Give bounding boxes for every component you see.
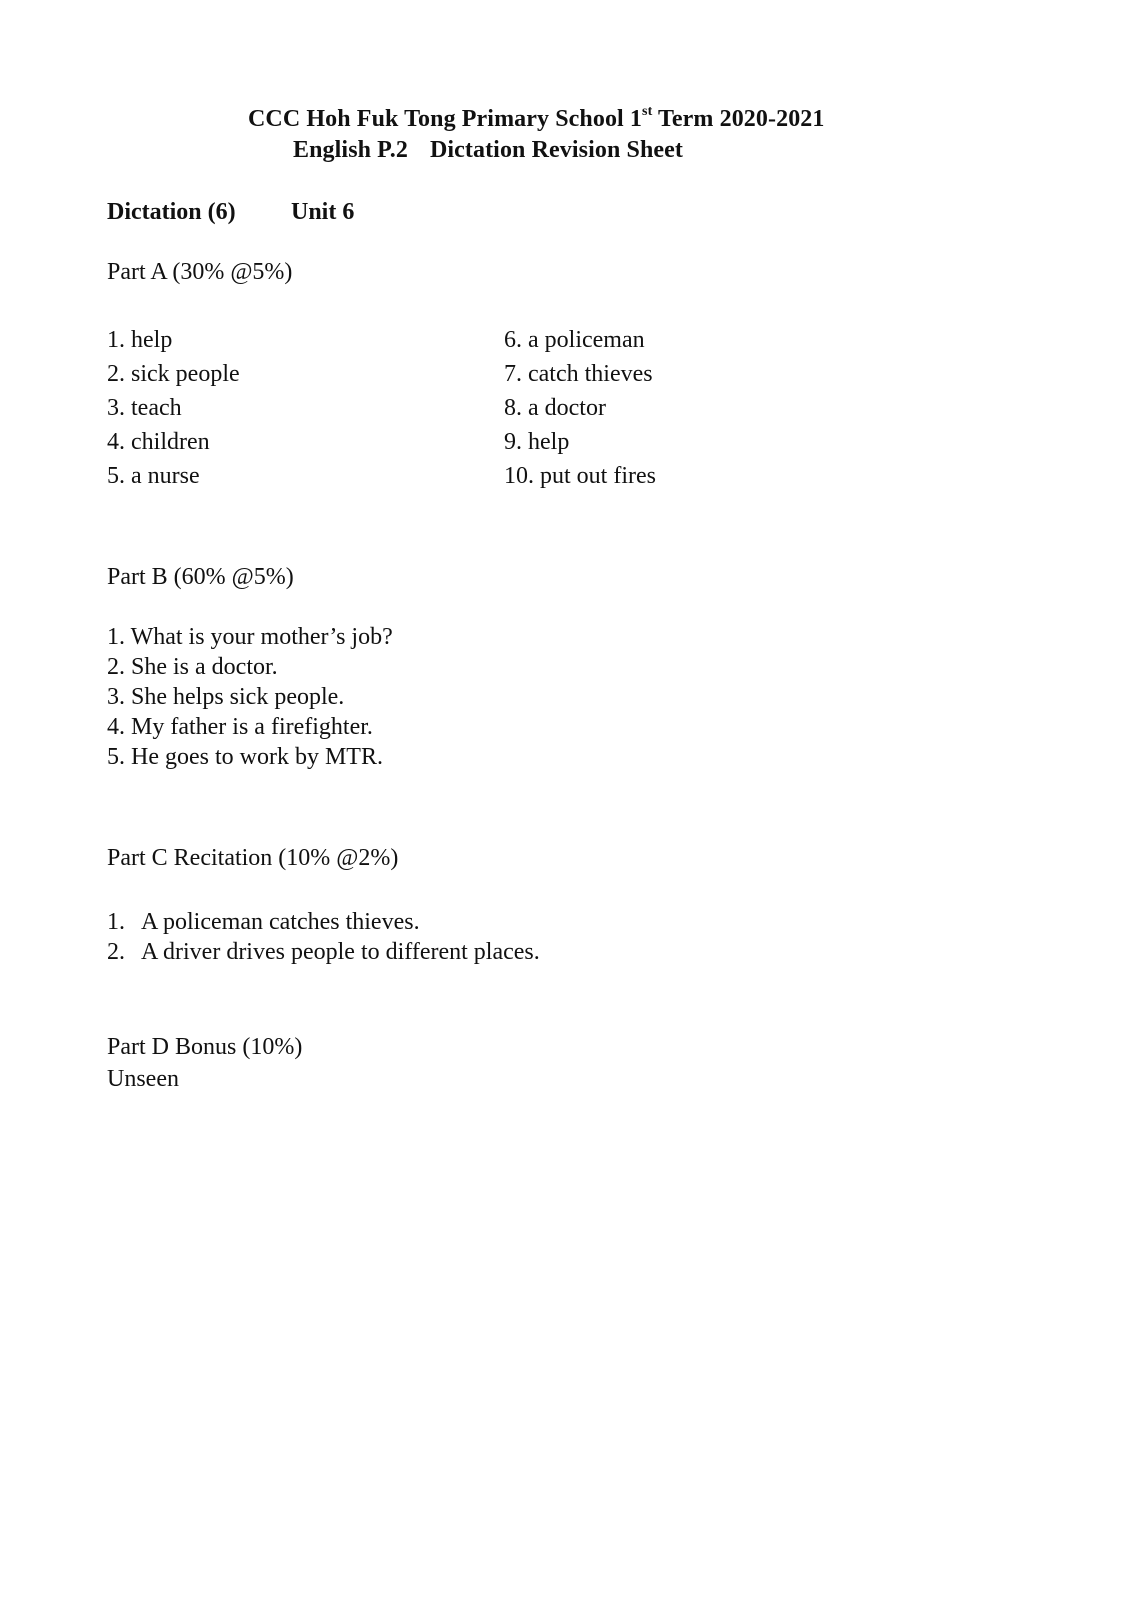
list-item: 4. My father is a firefighter.	[107, 714, 373, 740]
sheet-subtitle	[293, 137, 683, 164]
list-item: 5. He goes to work by MTR.	[107, 744, 383, 770]
list-item: 9. help	[504, 429, 570, 455]
bonus-note: Unseen	[107, 1066, 179, 1092]
unit-label: Unit 6	[291, 199, 355, 225]
school-title	[248, 106, 825, 133]
list-item: 5. a nurse	[107, 463, 200, 489]
list-item: 2. She is a doctor.	[107, 654, 278, 680]
part-a-label: Part A (30% @5%)	[107, 259, 293, 285]
item-text: A driver drives people to different places.	[141, 939, 540, 965]
item-number: 2.	[107, 939, 125, 965]
list-item: 10. put out fires	[504, 463, 656, 489]
school-title-suffix: Term 2020-2021	[652, 106, 825, 132]
sheet-name: Dictation Revision Sheet	[429, 137, 683, 163]
part-d-label: Part D Bonus (10%)	[107, 1034, 303, 1060]
part-b-label: Part B (60% @5%)	[107, 564, 294, 590]
list-item: 7. catch thieves	[504, 361, 653, 387]
part-c-list	[107, 907, 540, 967]
school-title-prefix: CCC Hoh Fuk Tong Primary School 1	[248, 106, 643, 132]
ordinal-superscript: st	[642, 104, 653, 119]
dictation-heading	[107, 199, 355, 226]
part-a-right-list	[504, 323, 656, 493]
item-text: A policeman catches thieves.	[141, 909, 420, 935]
list-item: 2. sick people	[107, 361, 240, 387]
list-item: 4. children	[107, 429, 210, 455]
part-b-list	[107, 622, 393, 772]
part-a-left-list	[107, 323, 240, 493]
list-item: 1. help	[107, 327, 173, 353]
dictation-label: Dictation (6)	[107, 199, 236, 225]
list-item	[107, 907, 540, 937]
item-number: 1.	[107, 909, 125, 935]
list-item: 3. She helps sick people.	[107, 684, 345, 710]
list-item: 1. What is your mother’s job?	[107, 624, 393, 650]
list-item: 8. a doctor	[504, 395, 606, 421]
subject-label: English P.2	[293, 137, 408, 163]
list-item	[107, 937, 540, 967]
list-item: 6. a policeman	[504, 327, 645, 353]
part-c-label: Part C Recitation (10% @2%)	[107, 845, 399, 871]
list-item: 3. teach	[107, 395, 182, 421]
